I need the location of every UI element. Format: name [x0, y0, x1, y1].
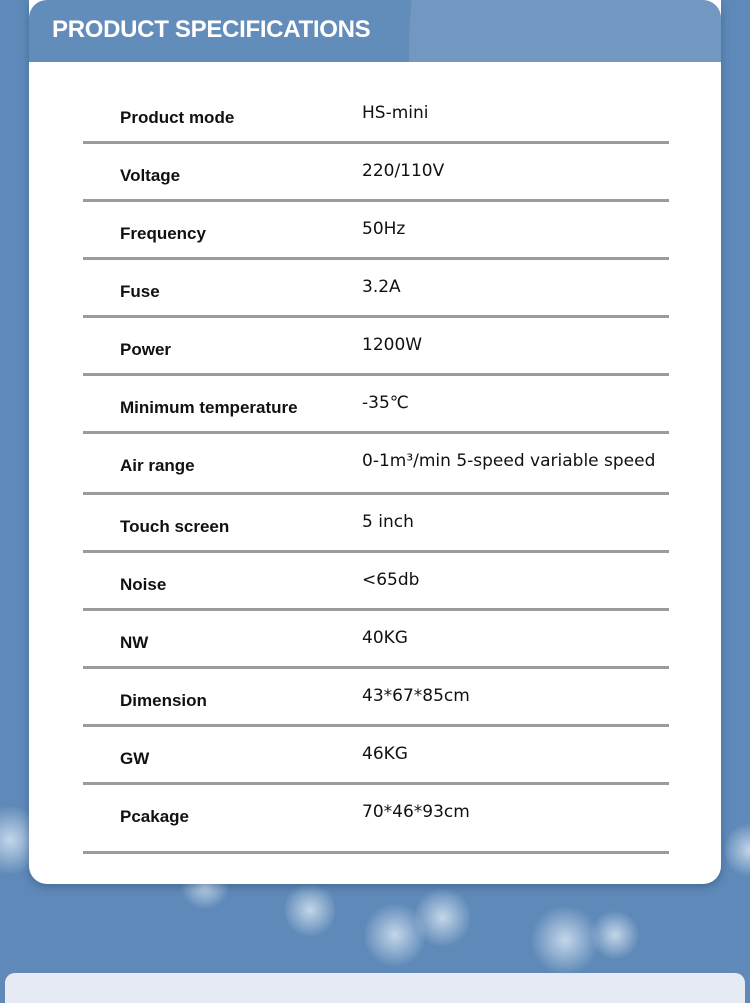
spec-row-package: [83, 785, 669, 854]
snowflake-decoration: [285, 880, 335, 940]
spec-row-frequency: [83, 202, 669, 260]
spec-value: 0-1m³/min 5-speed variable speed: [362, 451, 656, 471]
snowflake-decoration: [530, 905, 600, 975]
spec-card: [29, 0, 721, 884]
spec-row-touch-screen: [83, 495, 669, 553]
spec-row-voltage: [83, 144, 669, 202]
page-title: PRODUCT SPECIFICATIONS: [52, 16, 371, 43]
spec-value: <65db: [362, 570, 420, 590]
spec-value: 220/110V: [362, 161, 445, 181]
spec-label: NW: [120, 633, 149, 652]
spec-value: 40KG: [362, 628, 408, 648]
snowflake-decoration: [590, 910, 640, 960]
spec-table: [83, 86, 669, 854]
spec-label: Frequency: [120, 224, 206, 243]
spec-value: 43*67*85cm: [362, 686, 470, 706]
spec-value: 70*46*93cm: [362, 802, 470, 822]
spec-label: Touch screen: [120, 517, 230, 536]
spec-label: Noise: [120, 575, 167, 594]
next-section-card-edge: [5, 973, 745, 1003]
spec-label: Pcakage: [120, 807, 189, 826]
card-header: [29, 0, 721, 62]
spec-row-minimum-temperature: [83, 376, 669, 434]
spec-row-air-range: [83, 434, 669, 495]
spec-label: Air range: [120, 456, 195, 475]
spec-row-product-mode: [83, 86, 669, 144]
spec-label: Voltage: [120, 166, 181, 185]
spec-row-gw: [83, 727, 669, 785]
spec-row-nw: [83, 611, 669, 669]
spec-label: Product mode: [120, 108, 235, 127]
spec-value: 1200W: [362, 335, 423, 355]
spec-value: -35℃: [362, 393, 409, 413]
spec-label: Dimension: [120, 691, 207, 710]
spec-value: 50Hz: [362, 219, 406, 239]
spec-value: 3.2A: [362, 277, 401, 297]
spec-label: Power: [120, 340, 172, 359]
spec-value: 46KG: [362, 744, 408, 764]
snowflake-decoration: [415, 885, 470, 950]
spec-row-power: [83, 318, 669, 376]
spec-label: Fuse: [120, 282, 160, 301]
spec-row-noise: [83, 553, 669, 611]
spec-row-fuse: [83, 260, 669, 318]
snowflake-decoration: [725, 820, 750, 880]
spec-row-dimension: [83, 669, 669, 727]
spec-label: GW: [120, 749, 150, 768]
spec-value: HS-mini: [362, 103, 429, 123]
spec-label: Minimum temperature: [120, 398, 298, 417]
header-swoosh-decoration: [409, 0, 721, 62]
spec-value: 5 inch: [362, 512, 414, 532]
